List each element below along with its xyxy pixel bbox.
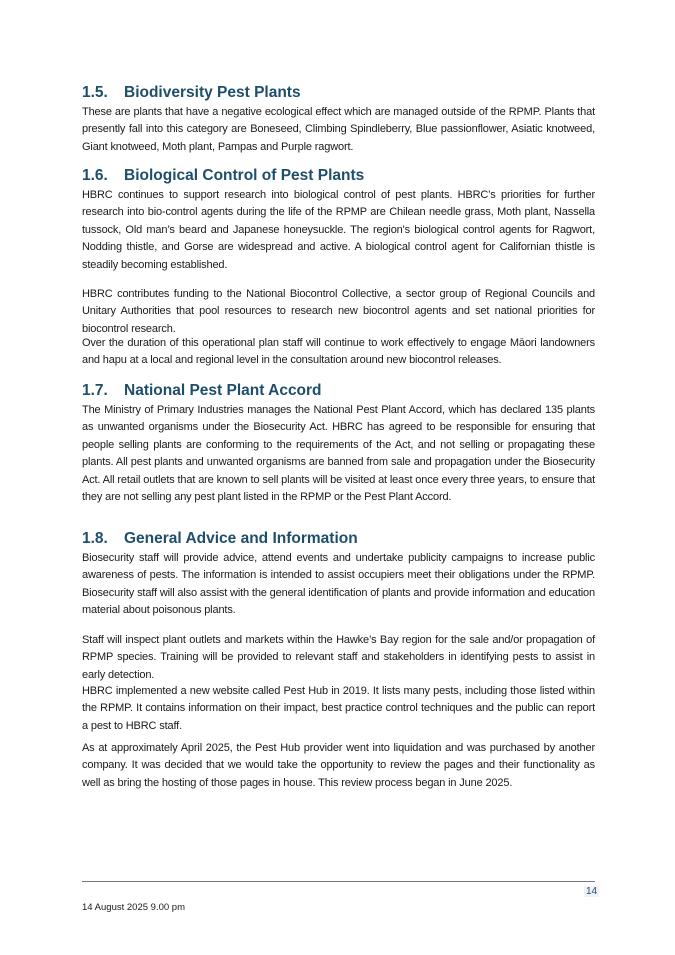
section-heading-1-8: 1.8. General Advice and Information — [82, 530, 358, 547]
footer-date: 14 August 2025 9.00 pm — [82, 902, 185, 913]
paragraph: HBRC contributes funding to the National Biocontrol Collective, a sector group of Regional Councils and Unitary Authorities that pool resources to research new biocontrol agents and set national priorities for biocontrol research. — [82, 288, 595, 335]
page-number: 14 — [586, 886, 598, 897]
footer-divider — [82, 881, 595, 882]
paragraph: Staff will inspect plant outlets and markets within the Hawke’s Bay region for the sale and/or propagation of RPMP species. Training will be provided to relevant staff and stakeholders in identifying pests to assist in early detection. — [82, 634, 595, 681]
paragraph: The Ministry of Primary Industries manages the National Pest Plant Accord, which has declared 135 plants as unwanted organisms under the Biosecurity Act. HBRC has agreed to be responsible for ensuring that people selling plants are conforming to the requirements of the Act, and not selling or propagating these plants. All pest plants and unwanted organisms are banned from sale and propagation under the Biosecurity Act. All retail outlets that are known to sell plants will be visited at least once every three years, to ensure that they are not selling any pest plant listed in the RPMP or the Pest Plant Accord. — [82, 404, 595, 504]
paragraph: These are plants that have a negative ecological effect which are managed outside of the RPMP. Plants that presently fall into this category are Boneseed, Climbing Spindleberry, Blue passionflower, Asiatic knotweed, Giant knotweed, Moth plant, Pampas and Purple ragwort. — [82, 106, 595, 153]
section-heading-1-6: 1.6. Biological Control of Pest Plants — [82, 167, 365, 184]
paragraph: Over the duration of this operational plan staff will continue to work effectively to engage Māori landowners and hapu at a local and regional level in the consultation around new biocontrol releases. — [82, 337, 595, 367]
paragraph: Biosecurity staff will provide advice, attend events and undertake publicity campaigns to increase public awareness of pests. The information is intended to assist occupiers meet their obligations under the RPMP. Biosecurity staff will also assist with the general identification of plants and provide information and education material about poisonous plants. — [82, 552, 595, 617]
section-heading-1-7: 1.7. National Pest Plant Accord — [82, 382, 322, 399]
section-heading-1-5: 1.5. Biodiversity Pest Plants — [82, 84, 301, 101]
paragraph: HBRC implemented a new website called Pest Hub in 2019. It lists many pests, including those listed within the RPMP. It contains information on their impact, best practice control techniques and the public can report a pest to HBRC staff. — [82, 685, 595, 732]
paragraph: As at approximately April 2025, the Pest Hub provider went into liquidation and was purchased by another company. It was decided that we would take the opportunity to review the pages and their functionality as well as bring the hosting of those pages in house. This review process began in June 2025. — [82, 742, 595, 789]
paragraph: HBRC continues to support research into biological control of pest plants. HBRC’s priorities for further research into bio-control agents during the life of the RPMP are Chilean needle grass, Moth plant, Nassella tussock, Old man’s beard and Japanese honeysuckle. The region's biological control agents for Ragwort, Nodding thistle, and Gorse are widespread and active. A biological control agent for Californian thistle is steadily becoming established. — [82, 189, 595, 271]
